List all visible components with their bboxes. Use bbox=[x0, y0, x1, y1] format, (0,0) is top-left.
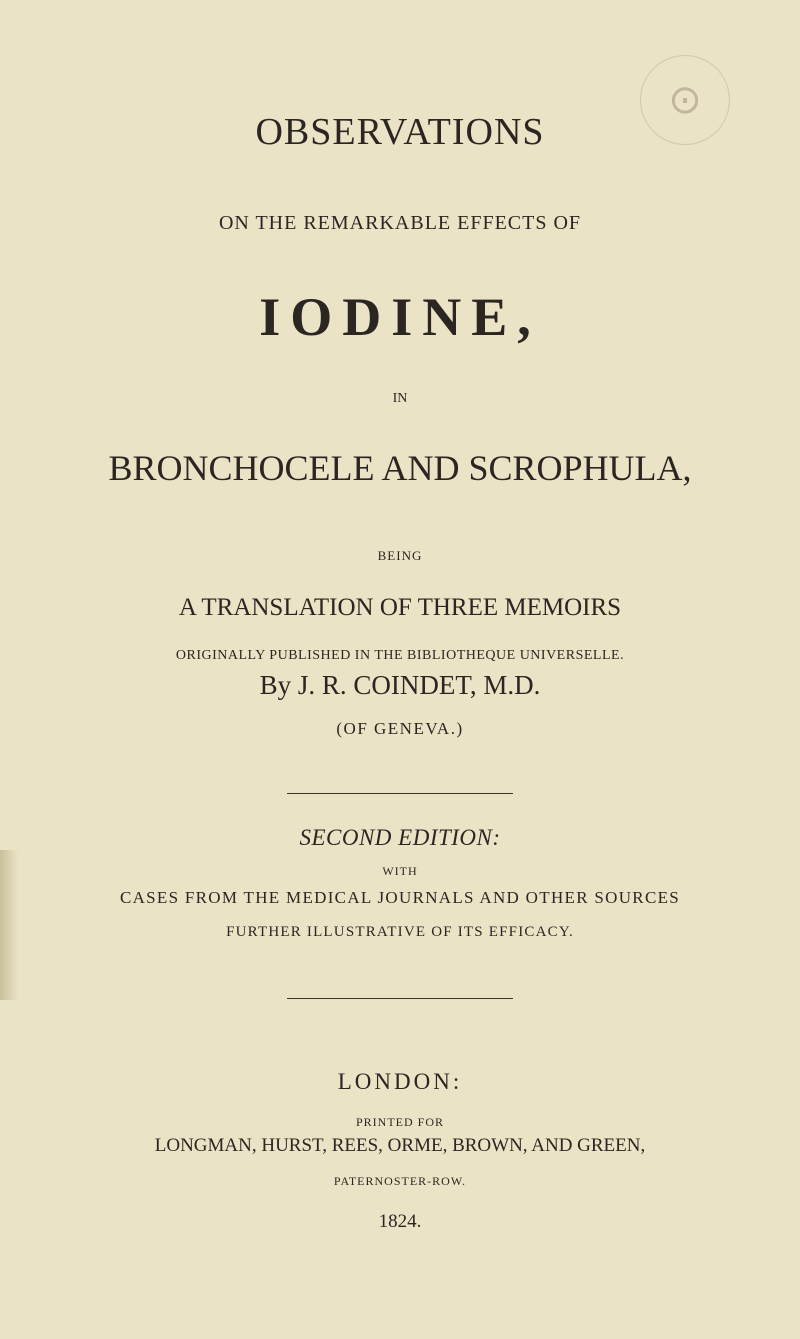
author-origin: (OF GENEVA.) bbox=[336, 719, 464, 738]
main-title: OBSERVATIONS bbox=[255, 111, 545, 153]
word-in: IN bbox=[392, 391, 408, 406]
printed-for: PRINTED FOR bbox=[355, 1115, 444, 1129]
subject-iodine: IODINE, bbox=[259, 287, 541, 347]
year-line: 1824. bbox=[378, 1211, 422, 1232]
publishers-line: LONGMAN, HURST, REES, ORME, BROWN, AND GREEN, bbox=[154, 1135, 646, 1156]
city-london: LONDON: bbox=[337, 1069, 463, 1094]
originally-published-line: ORIGINALLY PUBLISHED IN THE BIBLIOTHEQUE UNIVERSELLE. bbox=[175, 648, 625, 663]
divider-rule-top bbox=[287, 793, 513, 794]
edition-line: SECOND EDITION: bbox=[299, 825, 501, 850]
author-line: By J. R. COINDET, M.D. bbox=[259, 670, 541, 700]
library-stamp-icon: ⊙ bbox=[640, 55, 730, 145]
diseases-title: BRONCHOCELE AND SCROPHULA, bbox=[108, 448, 692, 488]
further-line: FURTHER ILLUSTRATIVE OF ITS EFFICACY. bbox=[226, 924, 574, 940]
word-with: WITH bbox=[382, 864, 418, 878]
address-line: PATERNOSTER-ROW. bbox=[333, 1174, 467, 1188]
cases-line: CASES FROM THE MEDICAL JOURNALS AND OTHER SOURCES bbox=[119, 888, 681, 907]
word-being: BEING bbox=[377, 548, 423, 563]
translation-line: A TRANSLATION OF THREE MEMOIRS bbox=[178, 594, 622, 621]
subtitle-remarkable-effects: ON THE REMARKABLE EFFECTS OF bbox=[218, 212, 582, 234]
divider-rule-bottom bbox=[287, 998, 513, 999]
